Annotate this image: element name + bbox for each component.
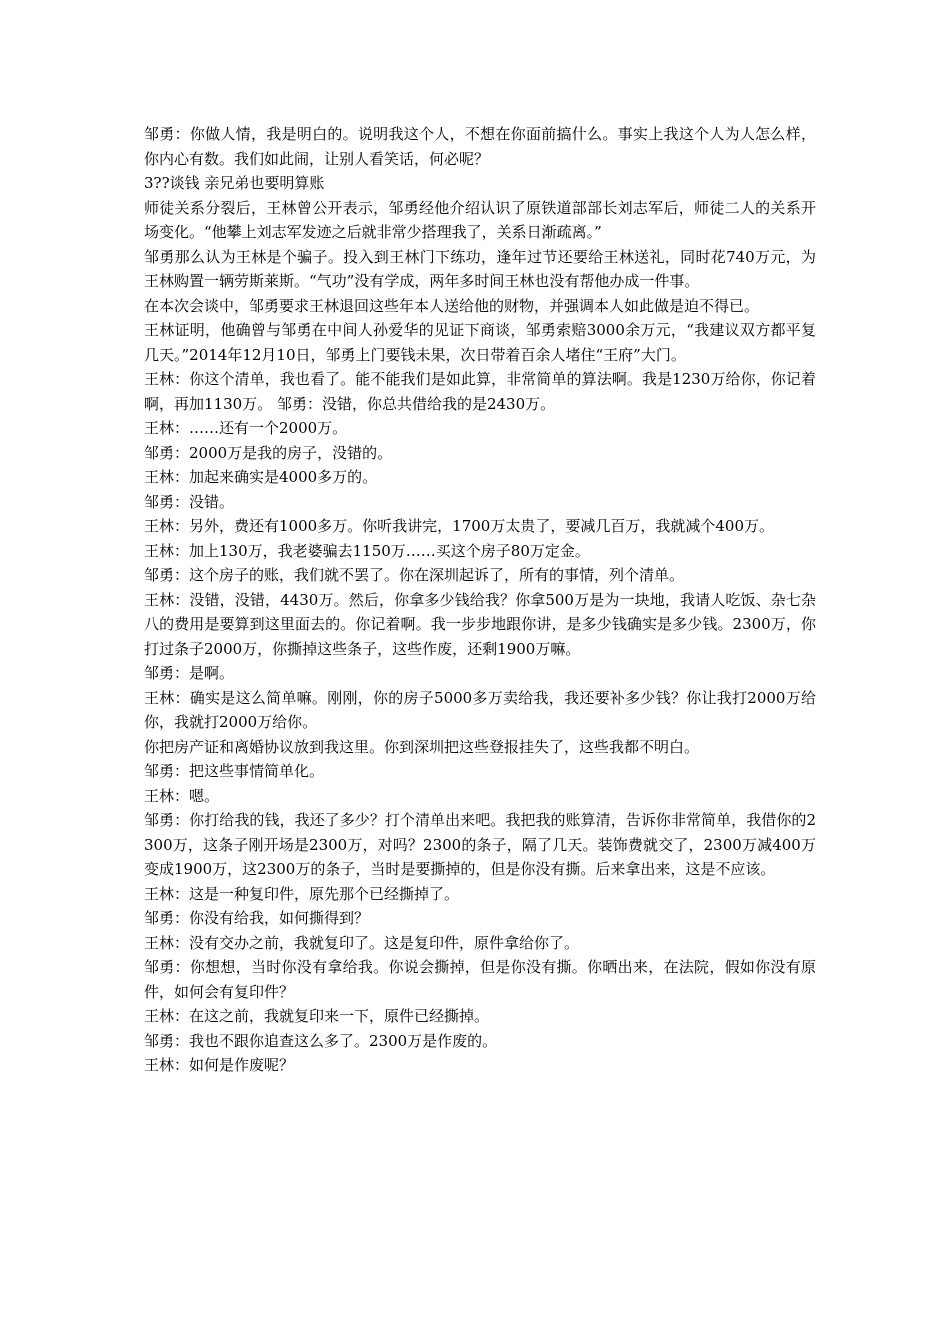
paragraph: 邹勇：2000万是我的房子，没错的。 [144, 443, 393, 462]
paragraph: 王林：另外，费还有1000多万。你听我讲完，1700万太贵了，要减几百万，我就减个400万。 [144, 517, 774, 535]
paragraph: 王林：在这之前，我就复印来一下，原件已经撕掉。 [144, 1007, 490, 1025]
paragraph: 王林：你这个清单，我也看了。能不能我们是如此算，非常简单的算法啊。我是1230万给你，你记着啊，再加1130万。 邹勇：没错，你总共借给我的是2430万。 [144, 370, 816, 413]
paragraph: 王林：……还有一个2000万。 [144, 419, 348, 437]
paragraph: 王林：没有交办之前，我就复印了。这是复印件，原件拿给你了。 [144, 933, 580, 952]
paragraph: 王林：确实是这么简单嘛。刚刚，你的房子5000多万卖给我，我还要补多少钱？你让我打2000万给你，我就打2000万给你。 [144, 688, 816, 731]
paragraph: 你把房产证和离婚协议放到我这里。你到深圳把这些登报挂失了，这些我都不明白。 [144, 737, 700, 756]
paragraph: 邹勇：没错。 [144, 492, 235, 511]
paragraph: 王林：加上130万，我老婆骗去1150万……买这个房子80万定金。 [144, 541, 590, 560]
paragraph: 邹勇：你打给我的钱，我还了多少？打个清单出来吧。我把我的账算清，告诉你非常简单，我借你的2300万，这条子刚开场是2300万，对吗？2300的条子，隔了几天。装饰费就交了，2300万减400万变成1900万，这2300万的条子，当时是要撕掉的，但是你没有撕。后来拿出来，这是不应该。 [144, 811, 816, 878]
paragraph: 邹勇那么认为王林是个骗子。投入到王林门下练功，逢年过节还要给王林送礼，同时花740万元，为王林购置一辆劳斯莱斯。“气功”没有学成，两年多时间王林也没有帮他办成一件事。 [144, 247, 816, 290]
paragraph: 邹勇：你想想，当时你没有拿给我。你说会撕掉，但是你没有撕。你晒出来，在法院，假如你没有原件，如何会有复印件？ [144, 958, 816, 1001]
paragraph: 邹勇：是啊。 [144, 664, 235, 682]
paragraph: 王林证明，他确曾与邹勇在中间人孙爱华的见证下商谈，邹勇索赔3000余万元，“我建议双方都平复几天。”2014年12月10日，邹勇上门要钱未果，次日带着百余人堵住“王府”大门。 [144, 321, 816, 364]
paragraph: 邹勇：把这些事情简单化。 [144, 762, 325, 780]
paragraph: 王林：如何是作废呢？ [144, 1056, 295, 1074]
paragraph: 王林：没错，没错，4430万。然后，你拿多少钱给我？你拿500万是为一块地，我请人吃饭、杂七杂八的费用是要算到这里面去的。你记着啊。我一步步地跟你讲，是多少钱确实是多少钱。2300万，你打过条子2000万，你撕掉这些条子，这些作废，还剩1900万嘛。 [144, 590, 816, 658]
section-heading: 3??谈钱 亲兄弟也要明算账 [144, 174, 325, 192]
paragraph: 师徒关系分裂后，王林曾公开表示，邹勇经他介绍认识了原铁道部部长刘志军后，师徒二人的关系开场变化。“他攀上刘志军发迹之后就非常少搭理我了，关系日渐疏离。” [144, 198, 816, 241]
paragraph: 王林：加起来确实是4000多万的。 [144, 468, 378, 486]
paragraph: 邹勇：我也不跟你追查这么多了。2300万是作废的。 [144, 1031, 498, 1050]
paragraph: 王林：这是一种复印件，原先那个已经撕掉了。 [144, 884, 460, 903]
document-body [144, 122, 816, 1078]
paragraph: 邹勇：你没有给我，如何撕得到？ [144, 909, 370, 927]
paragraph: 王林：嗯。 [144, 786, 220, 805]
paragraph: 邹勇：这个房子的账，我们就不罢了。你在深圳起诉了，所有的事情，列个清单。 [144, 566, 685, 584]
paragraph: 在本次会谈中，邹勇要求王林退回这些年本人送给他的财物，并强调本人如此做是迫不得已。 [144, 296, 760, 315]
paragraph: 邹勇：你做人情，我是明白的。说明我这个人，不想在你面前搞什么。事实上我这个人为人怎么样，你内心有数。我们如此闹，让别人看笑话，何必呢？ [144, 125, 816, 168]
